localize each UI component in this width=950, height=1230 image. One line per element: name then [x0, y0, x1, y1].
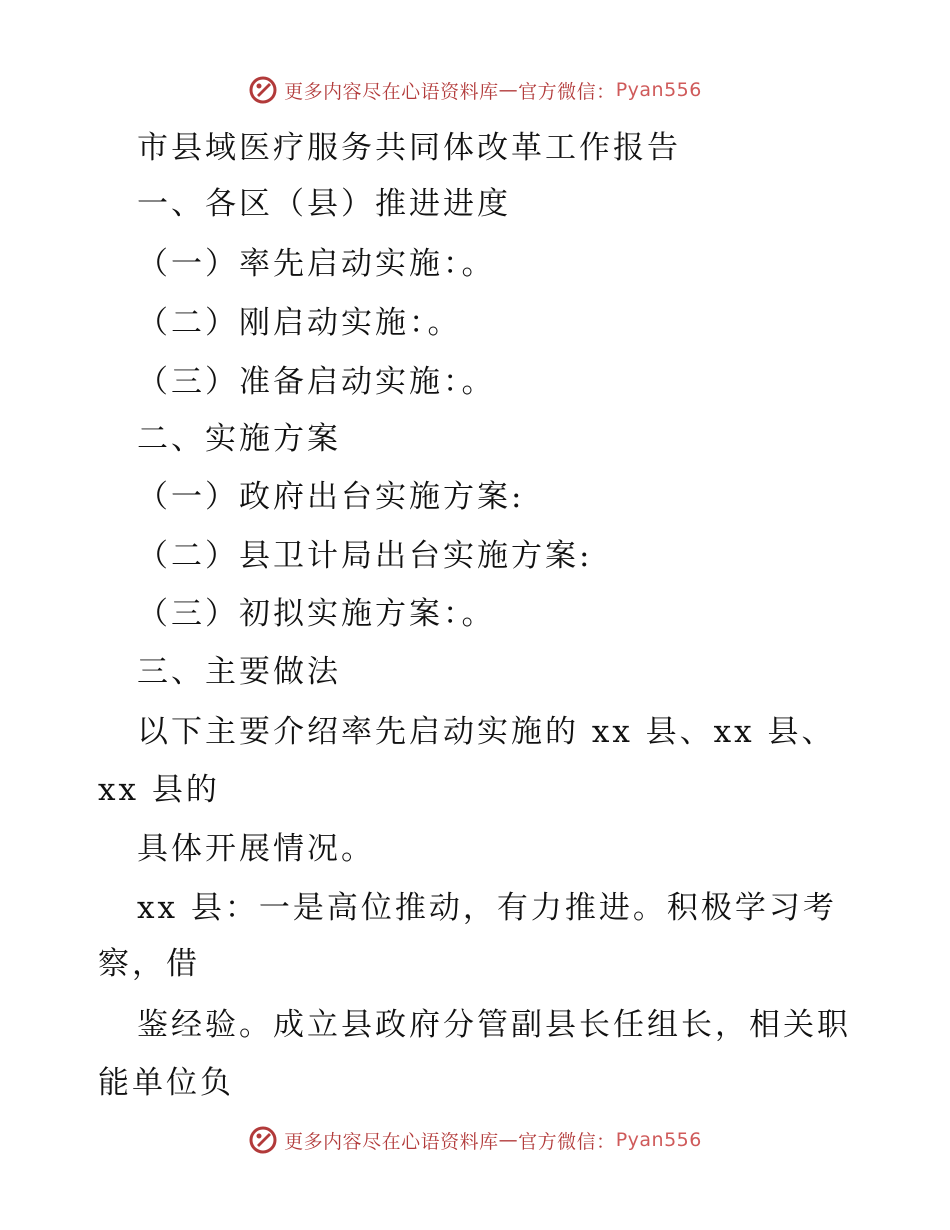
paragraph-line: 具体开展情况。	[137, 831, 375, 867]
watermark-dash: —	[498, 1129, 519, 1151]
watermark-banner-bottom	[0, 1120, 950, 1160]
watermark-text: 更多内容尽在心语资料库	[284, 80, 499, 103]
paragraph-line: 察，借	[98, 946, 200, 982]
list-item: （三）初拟实施方案：。	[137, 596, 496, 632]
document-title: 市县域医疗服务共同体改革工作报告	[137, 130, 681, 166]
list-item: （二）县卫计局出台实施方案:	[137, 538, 593, 574]
paragraph-line: 鉴经验。成立县政府分管副县长任组长，相关职	[137, 1007, 851, 1043]
brand-logo-icon	[248, 75, 278, 105]
list-item: （一）政府出台实施方案:	[137, 479, 525, 515]
section-heading-1: 一、各区（县）推进进度	[137, 186, 511, 222]
watermark-wechat-id: Pyan556	[615, 1129, 702, 1151]
paragraph-line: 能单位负	[98, 1065, 234, 1101]
list-item: （一）率先启动实施：。	[137, 246, 496, 282]
list-item: （三）准备启动实施：。	[137, 364, 496, 400]
paragraph-line: 以下主要介绍率先启动实施的 xx 县、xx 县、	[137, 714, 836, 750]
watermark-wechat-id: Pyan556	[615, 79, 702, 101]
section-heading-3: 三、主要做法	[137, 654, 341, 690]
paragraph-line: xx 县：一是高位推动，有力推进。积极学习考	[137, 890, 837, 926]
list-item: （二）刚启动实施：。	[137, 305, 462, 341]
watermark-dash: —	[498, 79, 519, 101]
watermark-official-label: 官方微信：	[518, 1130, 616, 1153]
brand-logo-icon	[248, 1125, 278, 1155]
section-heading-2: 二、实施方案	[137, 421, 341, 457]
watermark-banner-top	[0, 70, 950, 110]
watermark-text: 更多内容尽在心语资料库	[284, 1130, 499, 1153]
paragraph-line: xx 县的	[98, 772, 220, 808]
watermark-official-label: 官方微信：	[518, 80, 616, 103]
